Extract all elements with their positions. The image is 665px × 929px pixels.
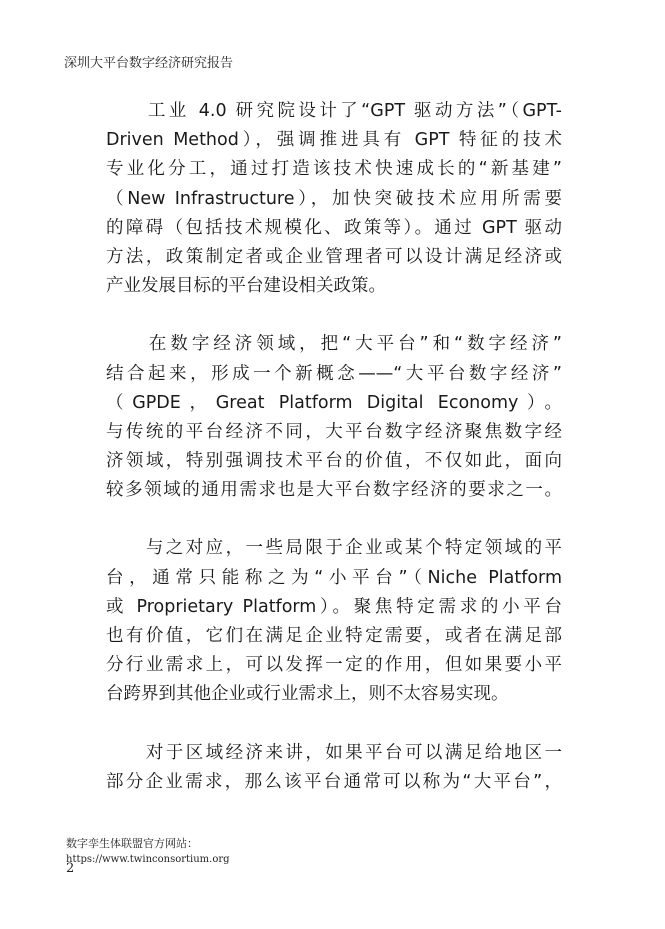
text-line: 对于区域经济来讲，如果平台可以满足给地区一 xyxy=(106,742,562,763)
page-footer xyxy=(66,836,230,868)
paragraph-2 xyxy=(106,330,562,505)
text-line: 分行业需求上，可以发挥一定的作用，但如果要小平 xyxy=(106,655,562,676)
text-line: 济领域，特别强调技术平台的价值，不仅如此，面向 xyxy=(106,451,562,472)
paragraph-1 xyxy=(106,97,562,301)
text-line: 在数字经济领域，把“大平台”和“数字经济” xyxy=(106,334,562,355)
text-line: 的障碍（包括技术规模化、政策等）。通过 GPT 驱动 xyxy=(106,217,562,238)
text-line: 台跨界到其他企业或行业需求上，则不太容易实现。 xyxy=(106,684,509,705)
text-line: 专业化分工，通过打造该技术快速成长的“新基建” xyxy=(106,159,562,180)
text-line: 与传统的平台经济不同，大平台数字经济聚焦数字经 xyxy=(106,421,562,442)
paragraph-4 xyxy=(106,739,562,797)
footer-site-label: 数字孪生体联盟官方网站： xyxy=(66,837,198,850)
text-line: 或 Proprietary Platform）。聚焦特定需求的小平台 xyxy=(106,596,562,617)
text-line: 也有价值，它们在满足企业特定需要，或者在满足部 xyxy=(106,626,562,646)
text-line: 结合起来，形成一个新概念——“大平台数字经济” xyxy=(106,363,562,384)
text-line: 方法，政策制定者或企业管理者可以设计满足经济或 xyxy=(106,246,562,267)
page-header-title: 深圳大平台数字经济研究报告 xyxy=(64,56,234,71)
text-line: 与之对应，一些局限于企业或某个特定领域的平 xyxy=(106,538,562,559)
text-line: 台，通常只能称之为“小平台”（Niche Platform xyxy=(106,567,562,588)
text-line: Driven Method），强调推进具有 GPT 特征的技术 xyxy=(106,130,562,151)
text-line: 部分企业需求，那么该平台通常可以称为“大平台”， xyxy=(106,771,562,792)
page-number: 2 xyxy=(66,861,75,876)
text-line: 较多领域的通用需求也是大平台数字经济的要求之一。 xyxy=(106,480,562,501)
paragraph-3 xyxy=(106,534,562,709)
text-line: （GPDE，Great Platform Digital Economy）。 xyxy=(106,392,562,413)
text-line: （New Infrastructure），加快突破技术应用所需要 xyxy=(106,188,562,209)
body-text xyxy=(106,97,562,826)
text-line: 产业发展目标的平台建设相关政策。 xyxy=(106,276,386,297)
footer-site-url[interactable]: https://www.twinconsortium.org xyxy=(66,854,230,865)
text-line: 工业 4.0 研究院设计了“GPT 驱动方法”（GPT- xyxy=(106,101,562,121)
